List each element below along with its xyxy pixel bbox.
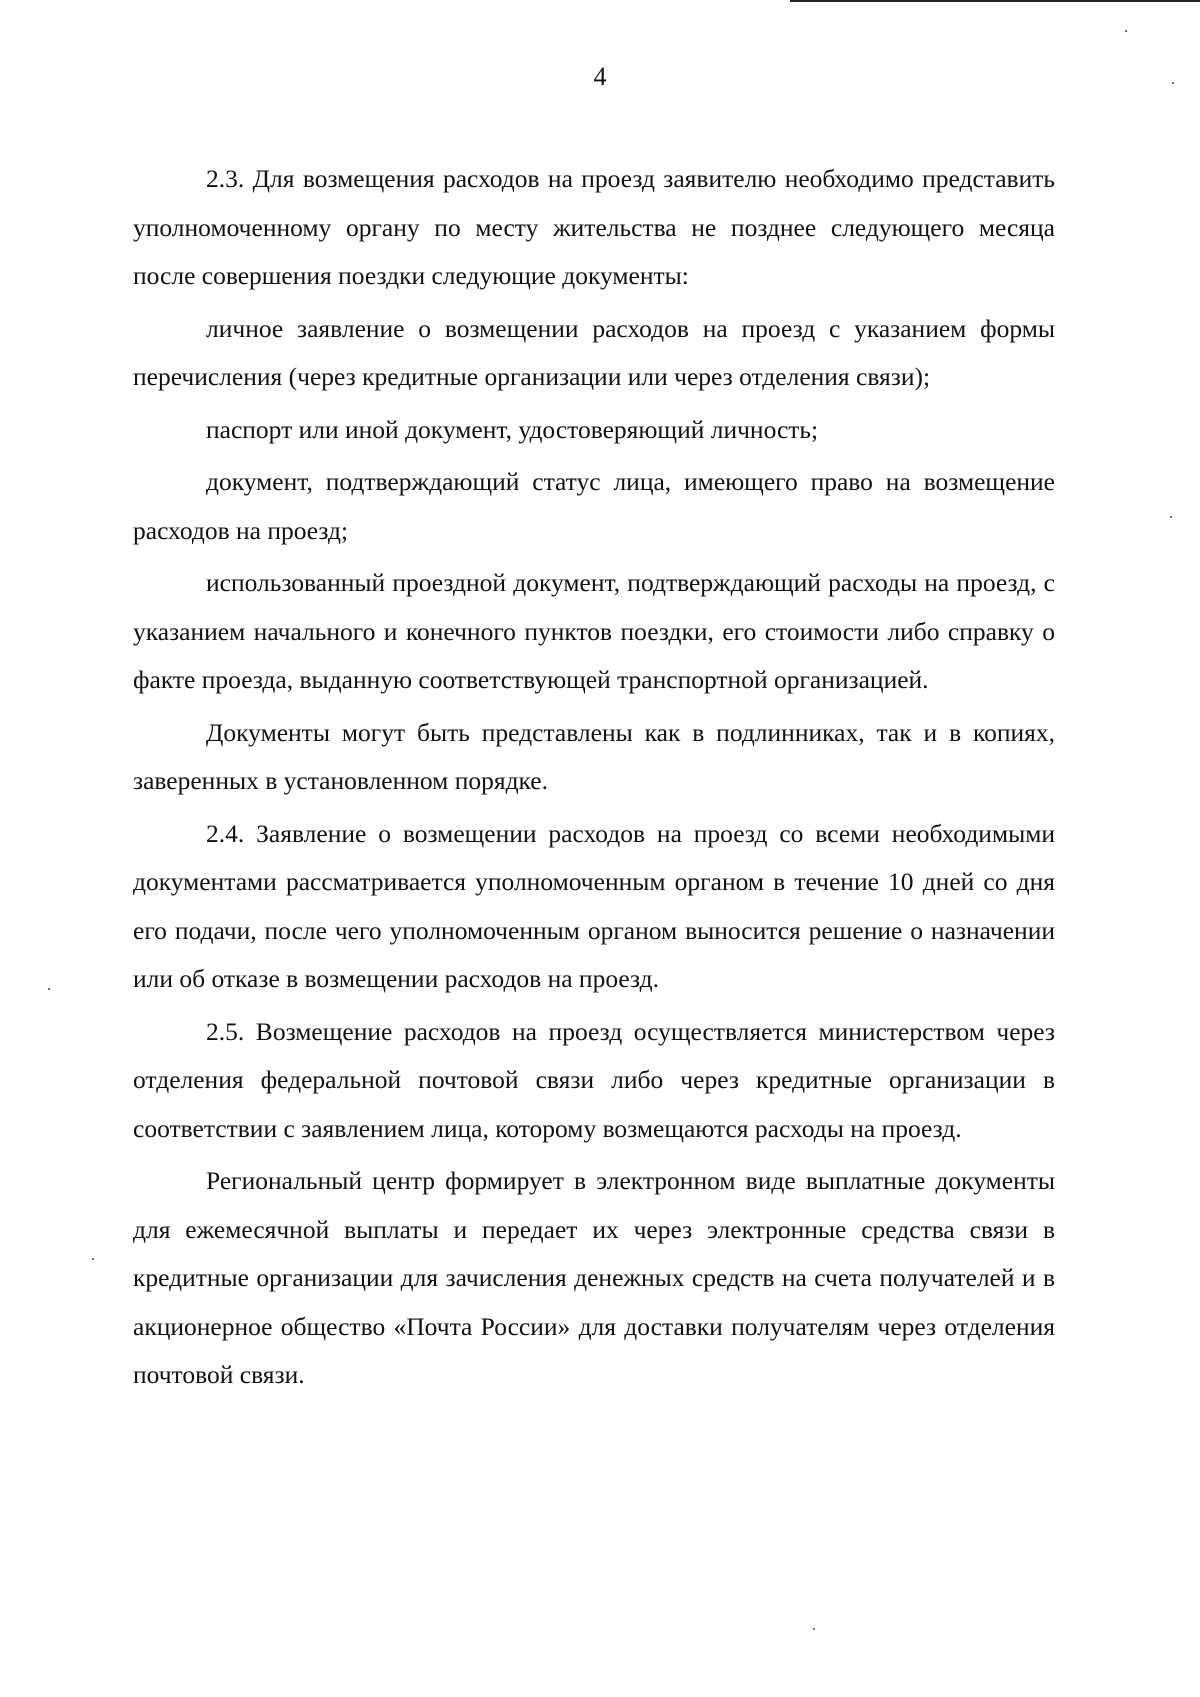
list-item-application: личное заявление о возмещении расходов на проезд с указанием формы перечисления (через кредитные организации или через отделения связи); bbox=[133, 313, 1055, 391]
paragraph-2-3: 2.3. Для возмещения расходов на проезд заявителю необходимо представить уполномоченному органу по месту жительства не позднее следующего месяца после совершения поездки следующие документы: bbox=[133, 164, 1055, 290]
list-item-passport: паспорт или иной документ, удостоверяющий личность; bbox=[206, 414, 819, 444]
list-item-status-document: документ, подтверждающий статус лица, имеющего право на возмещение расходов на проезд; bbox=[133, 467, 1055, 545]
scan-speck bbox=[92, 1258, 94, 1260]
scan-speck bbox=[48, 988, 50, 990]
scan-speck bbox=[813, 1628, 815, 1630]
list-item-travel-document: использованный проездной документ, подтверждающий расходы на проезд, с указанием начального и конечного пунктов поездки, его стоимости либо справку о факте проезда, выданную соответствующей транспортной организацией. bbox=[133, 568, 1055, 694]
scan-speck bbox=[1170, 516, 1172, 518]
paragraph-regional-center: Региональный центр формирует в электронном виде выплатные документы для ежемесячной выплаты и передает их через электронные средства связи в кредитные организации для зачисления денежных средств на счета получателей и в акционерное общество «Почта России» для доставки получателям через отделения почтовой связи. bbox=[133, 1166, 1055, 1389]
top-edge-rule bbox=[790, 0, 1200, 2]
paragraph-2-4: 2.4. Заявление о возмещении расходов на проезд со всеми необходимыми документами рассматривается уполномоченным органом в течение 10 дней со дня его подачи, после чего уполномоченным органом выносится решение о назначении или об отказе в возмещении расходов на проезд. bbox=[133, 818, 1055, 993]
paragraph-2-5: 2.5. Возмещение расходов на проезд осуществляется министерством через отделения федеральной почтовой связи либо через кредитные организации в соответствии с заявлением лица, которому возмещаются расходы на проезд. bbox=[133, 1016, 1055, 1143]
document-body bbox=[133, 155, 1055, 1400]
scan-speck bbox=[1125, 30, 1127, 32]
page-number: 4 bbox=[593, 62, 607, 91]
paragraph-documents-copies: Документы могут быть представлены как в подлинниках, так и в копиях, заверенных в установленном порядке. bbox=[133, 717, 1055, 795]
